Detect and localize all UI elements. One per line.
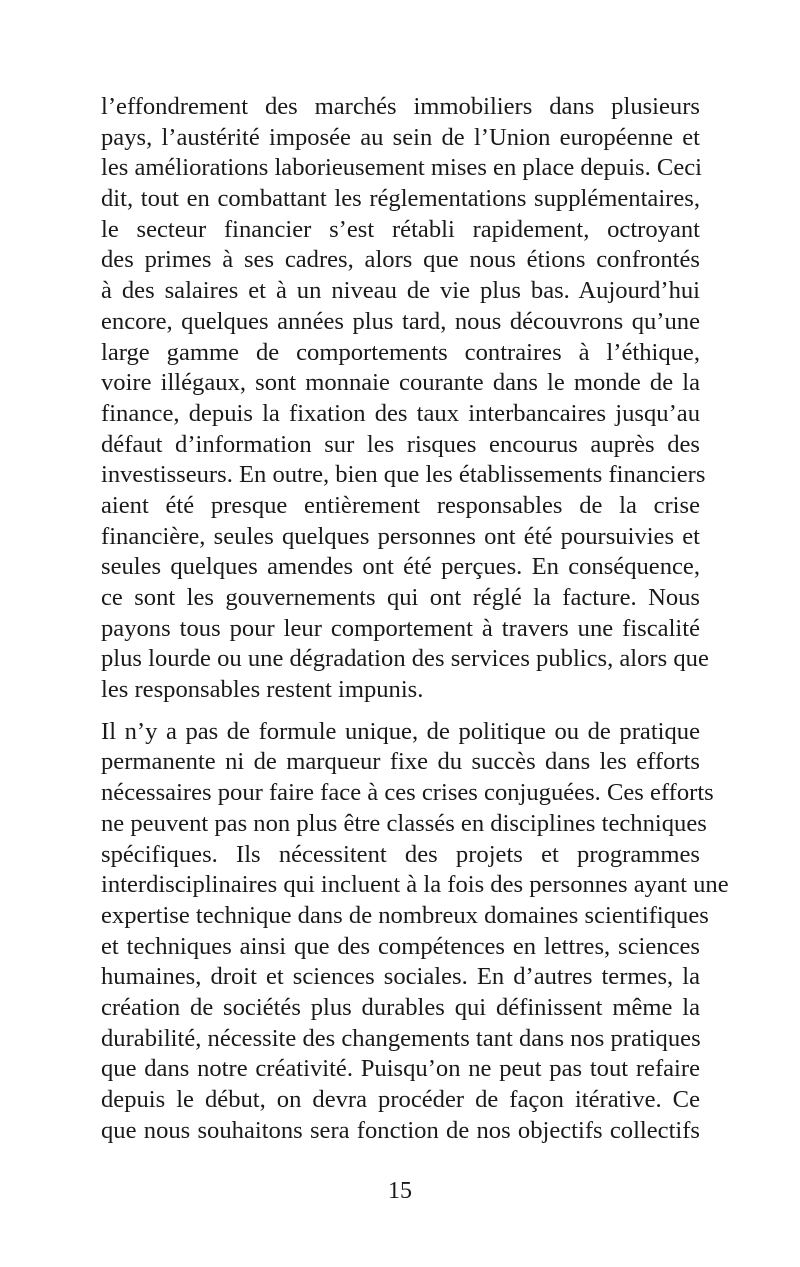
text-line: Il n’y a pas de formule unique, de politique ou de pratique (101, 717, 700, 745)
text-line: spécifiques. Ils nécessitent des projets et programmes (101, 840, 700, 868)
text-line: investisseurs. En outre, bien que les établissements financiers (101, 461, 706, 489)
text-line: nécessaires pour faire face à ces crises conjuguées. Ces efforts (101, 779, 714, 807)
text-line: dit, tout en combattant les réglementations supplémentaires, (101, 185, 700, 213)
text-line: à des salaires et à un niveau de vie plus bas. Aujourd’hui (101, 277, 700, 305)
text-line: les améliorations laborieusement mises en place depuis. Ceci (101, 154, 702, 182)
text-line: des primes à ses cadres, alors que nous étions confrontés (101, 246, 700, 274)
page-number: 15 (388, 1178, 412, 1204)
text-line: large gamme de comportements contraires à l’éthique, (101, 338, 700, 366)
text-line: ne peuvent pas non plus être classés en disciplines techniques (101, 809, 707, 837)
text-line: humaines, droit et sciences sociales. En d’autres termes, la (101, 963, 700, 991)
text-line: plus lourde ou une dégradation des services publics, alors que (101, 645, 709, 673)
text-line: financière, seules quelques personnes ont été poursuivies et (101, 522, 700, 550)
text-line: l’effondrement des marchés immobiliers dans plusieurs (101, 93, 700, 120)
text-line: expertise technique dans de nombreux domaines scientifiques (101, 901, 709, 929)
text-line: que nous souhaitons sera fonction de nos objectifs collectifs (101, 1116, 700, 1144)
text-line: ce sont les gouvernements qui ont réglé la facture. Nous (101, 584, 700, 611)
text-line: seules quelques amendes ont été perçues. En conséquence, (101, 553, 700, 581)
text-line: voire illégaux, sont monnaie courante dans le monde de la (101, 369, 700, 397)
text-line: que dans notre créativité. Puisqu’on ne peut pas tout refaire (101, 1055, 700, 1083)
text-line: durabilité, nécessite des changements tant dans nos pratiques (101, 1024, 701, 1052)
text-line: payons tous pour leur comportement à travers une fiscalité (101, 614, 700, 642)
page-body (101, 92, 729, 1146)
text-line: finance, depuis la fixation des taux interbancaires jusqu’au (101, 399, 700, 427)
text-line: pays, l’austérité imposée au sein de l’Union européenne et (101, 123, 700, 151)
text-line: interdisciplinaires qui incluent à la fois des personnes ayant une (101, 871, 729, 899)
text-line: défaut d’information sur les risques encourus auprès des (101, 430, 700, 458)
text-line: création de sociétés plus durables qui définissent même la (101, 993, 700, 1021)
text-line: aient été presque entièrement responsables de la crise (101, 491, 700, 519)
text-line: et techniques ainsi que des compétences en lettres, sciences (101, 932, 700, 960)
text-line: depuis le début, on devra procéder de façon itérative. Ce (101, 1086, 700, 1113)
text-line: le secteur financier s’est rétabli rapidement, octroyant (101, 215, 700, 243)
paragraph (101, 717, 729, 1147)
text-line: encore, quelques années plus tard, nous découvrons qu’une (101, 307, 700, 335)
text-line: les responsables restent impunis. (101, 676, 424, 704)
text-line: permanente ni de marqueur fixe du succès dans les efforts (101, 748, 700, 776)
paragraph (101, 92, 709, 706)
